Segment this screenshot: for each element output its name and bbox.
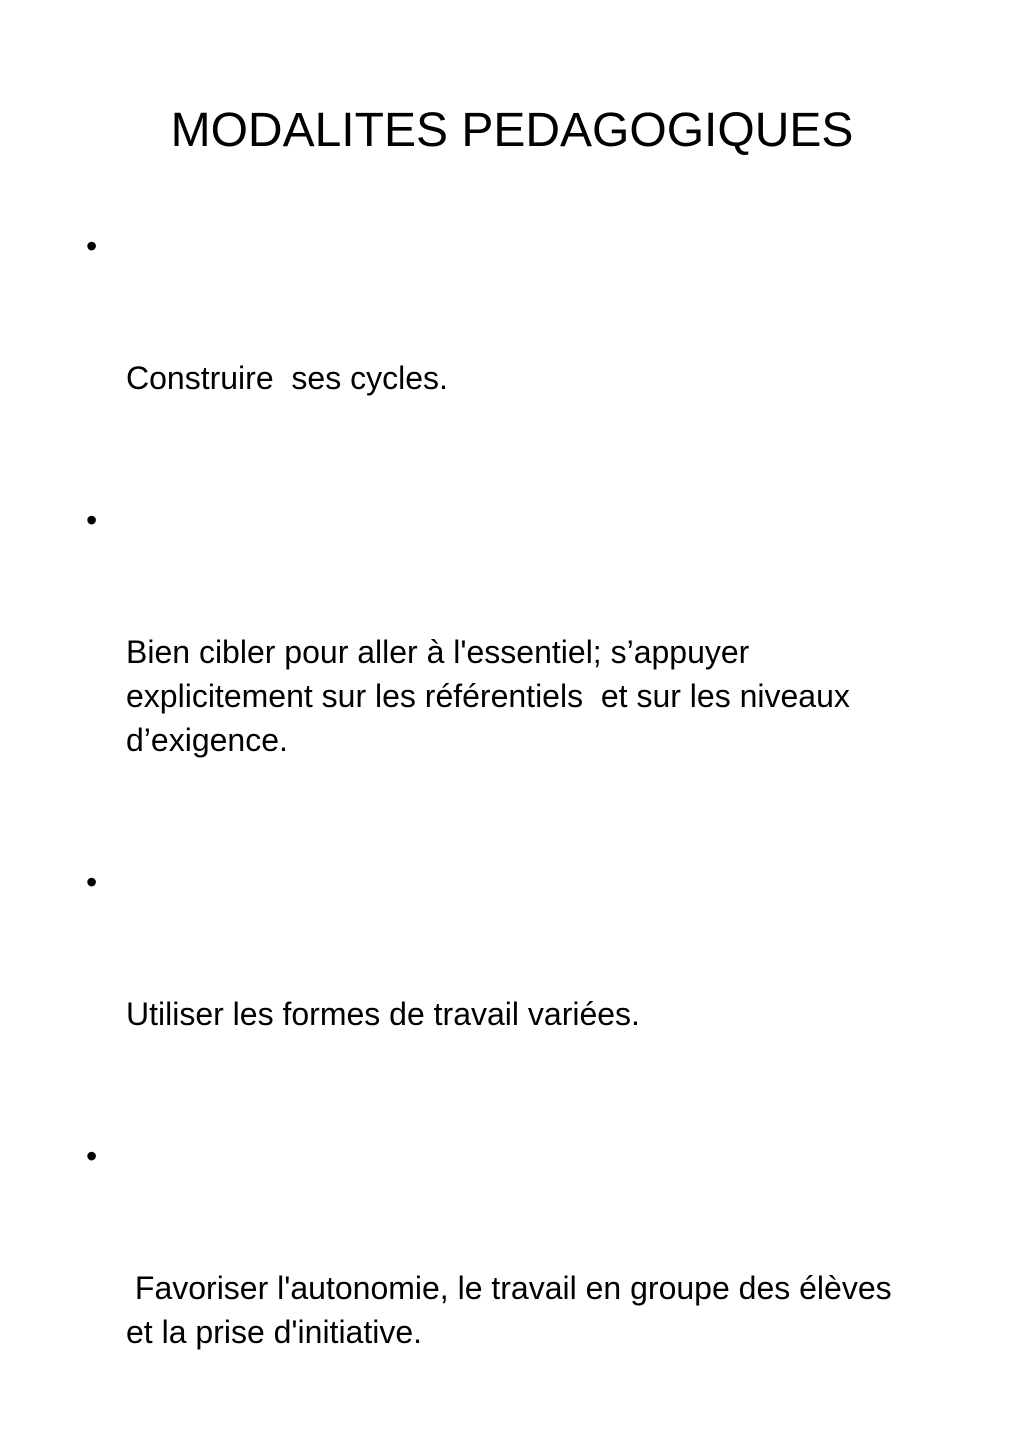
bullet-item (82, 1134, 922, 1442)
bullet-icon: • (86, 1138, 98, 1174)
bullet-item (82, 224, 922, 488)
bullet-text-favoriser: Favoriser l'autonomie, le travail en groupe des élèves et la prise d'initiative. (126, 1270, 901, 1350)
bullet-list (82, 224, 922, 1452)
bullet-icon: • (86, 228, 98, 264)
bullet-icon: • (86, 502, 98, 538)
slide-title: MODALITES PEDAGOGIQUES (170, 104, 854, 157)
bullet-item (82, 498, 922, 850)
bullet-icon: • (86, 864, 98, 900)
bullet-item (82, 860, 922, 1124)
bullet-text-construire: Construire ses cycles. (126, 360, 448, 396)
bullet-text-utiliser: Utiliser les formes de travail variées. (126, 996, 640, 1032)
bullet-text-cibler: Bien cibler pour aller à l'essentiel; s’appuyer explicitement sur les référentiels et sur les niveaux d’exigence. (126, 634, 859, 758)
